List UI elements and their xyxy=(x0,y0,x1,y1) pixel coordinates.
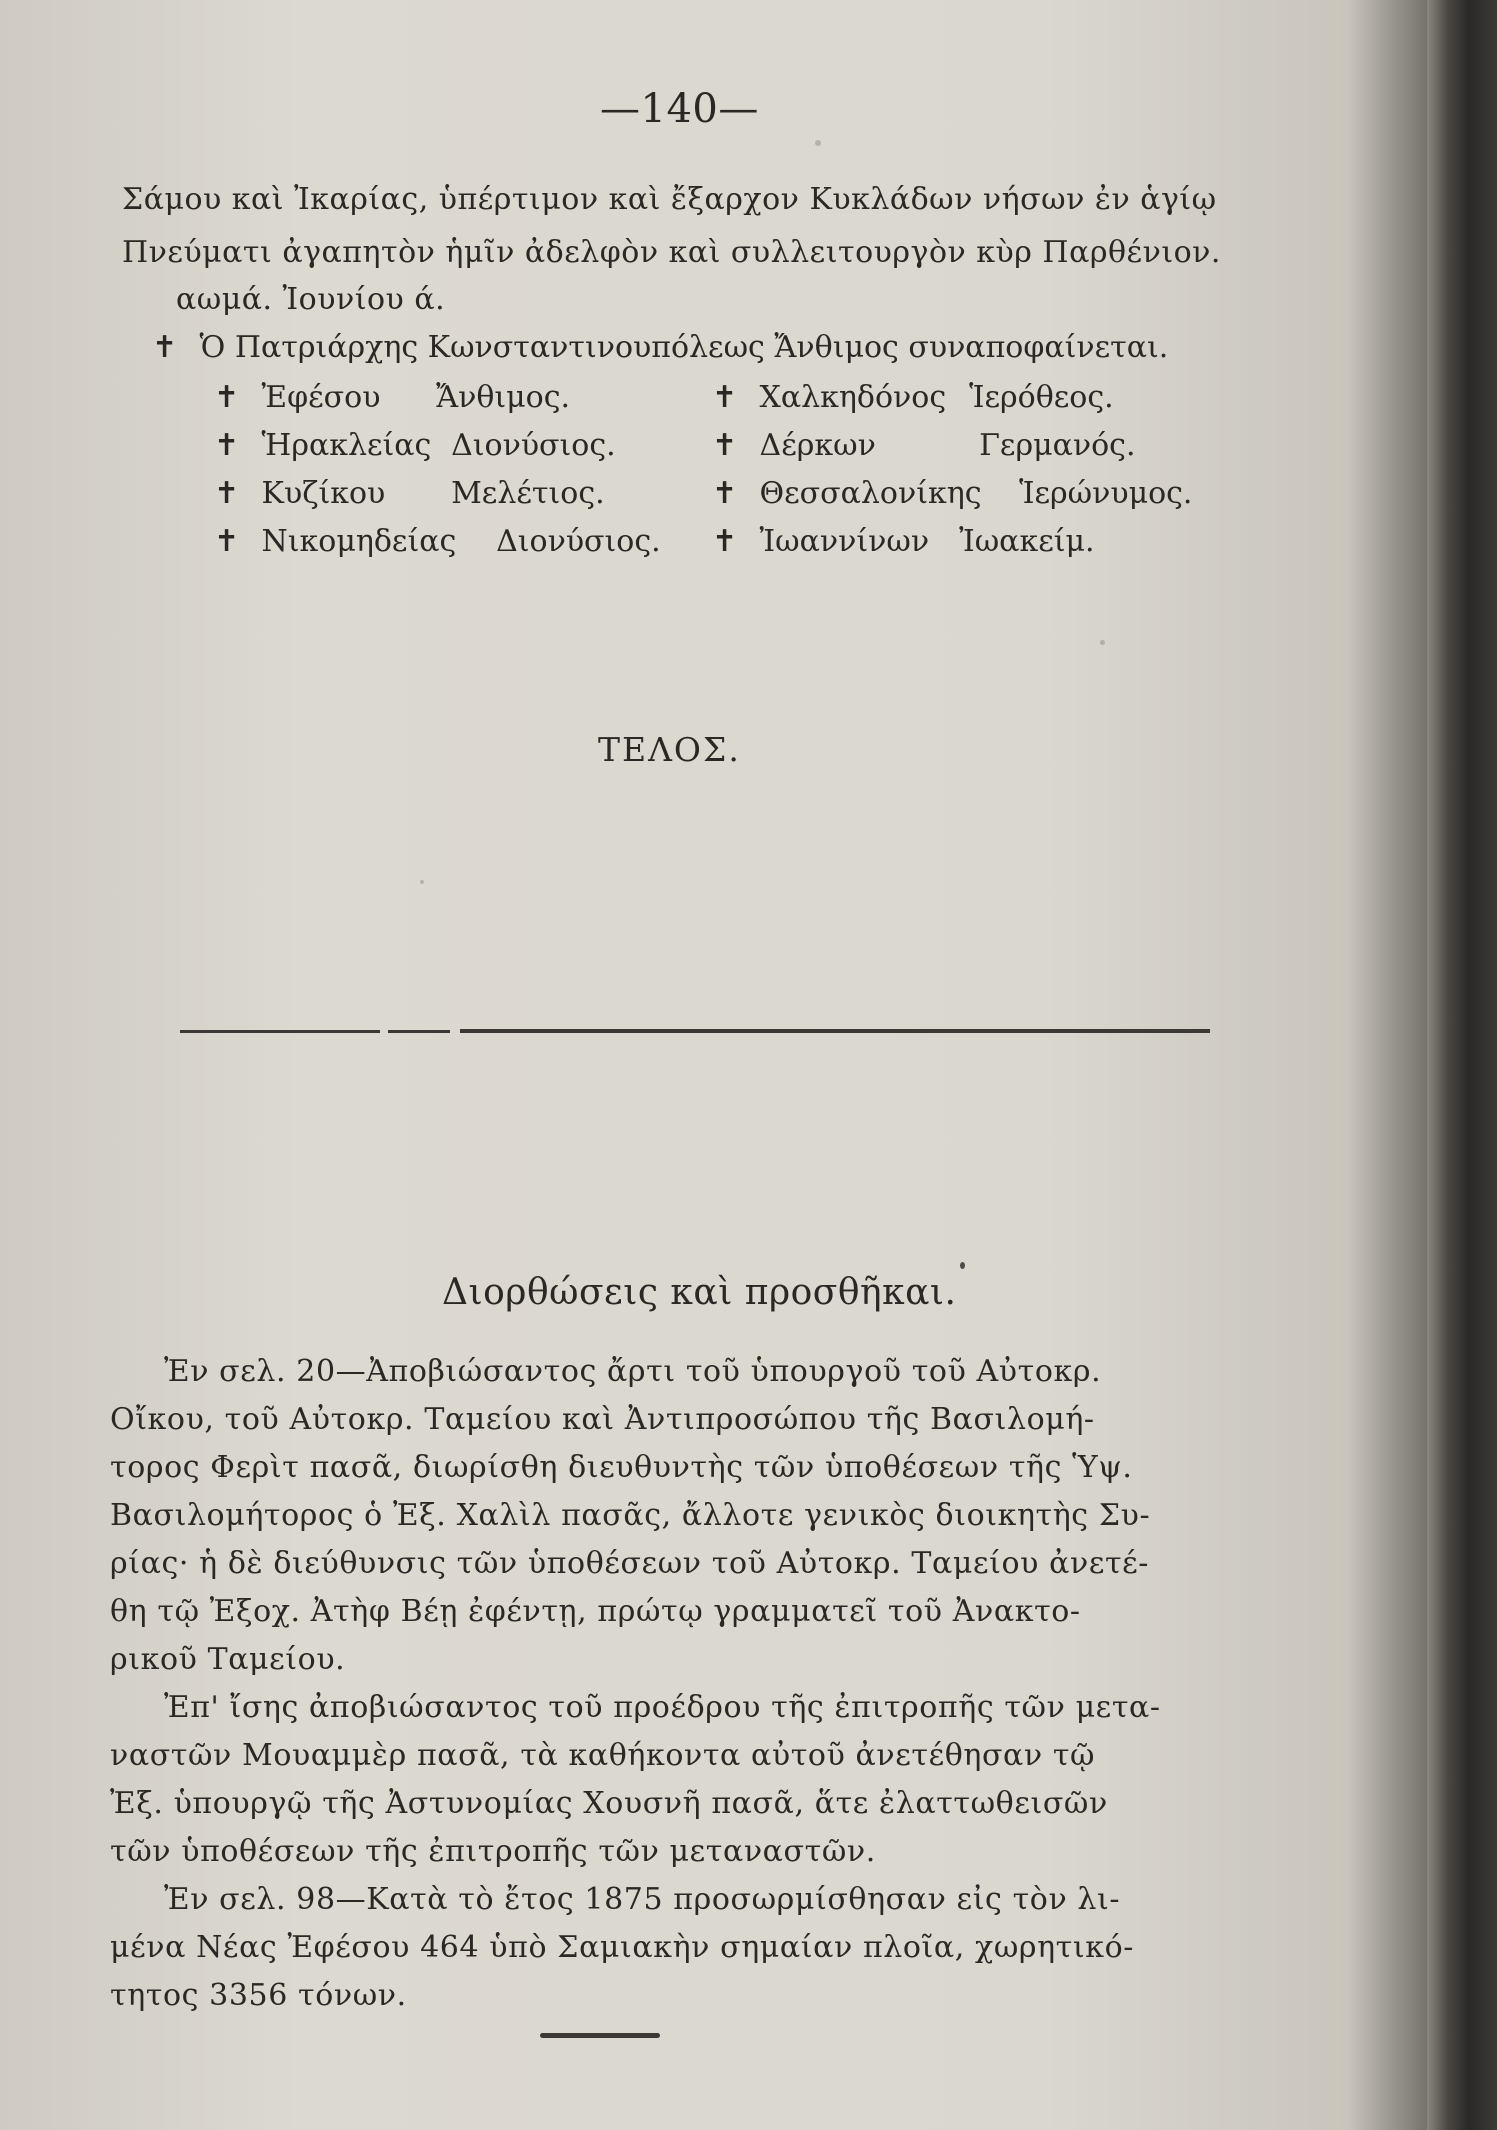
corrections-line: Ἐπ' ἴσης ἀποβιώσαντος τοῦ προέδρου τῆς ἐπιτροπῆς τῶν μετα- xyxy=(164,1690,1161,1725)
divider-rule xyxy=(180,1030,380,1033)
signatory-see: Χαλκηδόνος xyxy=(759,380,947,415)
page-number: —140— xyxy=(600,86,759,132)
paper-speck xyxy=(960,1262,965,1269)
intro-line-3: αωμά. Ἰουνίου ά. xyxy=(176,282,446,317)
cross-icon: ✝ xyxy=(214,476,240,511)
signatory-name: Γερμανός. xyxy=(979,428,1136,463)
signatory-see: Ἡρακλείας xyxy=(261,428,432,463)
cross-icon: ✝ xyxy=(712,476,738,511)
patriarch-signature xyxy=(152,330,1168,365)
corrections-line: Ἐν σελ. 20—Ἀποβιώσαντος ἄρτι τοῦ ὑπουργοῦ τοῦ Αὐτοκρ. xyxy=(164,1354,1102,1389)
signatory xyxy=(214,476,605,511)
signatory xyxy=(214,428,616,463)
cross-icon: ✝ xyxy=(214,428,240,463)
corrections-line: τορος Φερὶτ πασᾶ, διωρίσθη διευθυντὴς τῶν ὑποθέσεων τῆς Ὑψ. xyxy=(110,1450,1133,1485)
signatory-name: Ἱερώνυμος. xyxy=(1019,476,1193,511)
signatory-see: Θεσσαλονίκης xyxy=(759,476,982,511)
signatory-name: Ἱερόθεος. xyxy=(969,380,1114,415)
corrections-line: θη τῷ Ἐξοχ. Ἀτὴφ Βέῃ ἐφέντῃ, πρώτῳ γραμματεῖ τοῦ Ἀνακτο- xyxy=(110,1594,1081,1629)
intro-line-1: Σάμου καὶ Ἰκαρίας, ὑπέρτιμον καὶ ἔξαρχον Κυκλάδων νήσων ἐν ἁγίῳ xyxy=(122,182,1217,217)
paper-speck xyxy=(1100,640,1105,645)
signatory xyxy=(214,380,570,415)
end-ornament xyxy=(540,2033,660,2038)
corrections-line: Ἐν σελ. 98—Κατὰ τὸ ἔτος 1875 προσωρμίσθησαν εἰς τὸν λι- xyxy=(164,1882,1121,1917)
signatory xyxy=(712,476,1192,511)
divider-rule xyxy=(460,1029,1210,1033)
page-edge-shadow xyxy=(1427,0,1497,2130)
intro-line-2: Πνεύματι ἀγαπητὸν ἡμῖν ἀδελφὸν καὶ συλλειτουργὸν κὺρ Παρθένιον. xyxy=(122,235,1221,270)
cross-icon: ✝ xyxy=(214,380,240,415)
corrections-line: μένα Νέας Ἐφέσου 464 ὑπὸ Σαμιακὴν σημαίαν πλοῖα, χωρητικό- xyxy=(110,1930,1134,1965)
signatory-name: Ἰωακείμ. xyxy=(959,524,1095,559)
corrections-line: Βασιλομήτορος ὁ Ἐξ. Χαλὶλ πασᾶς, ἄλλοτε γενικὸς διοικητὴς Συ- xyxy=(110,1498,1151,1533)
signatory xyxy=(712,524,1095,559)
signatory-see: Δέρκων xyxy=(759,428,876,463)
signatory-see: Νικομηδείας xyxy=(261,524,457,559)
corrections-line: ρικοῦ Ταμείου. xyxy=(110,1642,346,1677)
signatory-name: Διονύσιος. xyxy=(451,428,616,463)
corrections-line: Οἴκου, τοῦ Αὐτοκρ. Ταμείου καὶ Ἀντιπροσώπου τῆς Βασιλομή- xyxy=(110,1402,1095,1437)
paper-speck xyxy=(420,880,424,884)
signatory-name: Διονύσιος. xyxy=(496,524,661,559)
corrections-line: ναστῶν Μουαμμὲρ πασᾶ, τὰ καθήκοντα αὐτοῦ ἀνετέθησαν τῷ xyxy=(110,1738,1096,1773)
corrections-line: τῶν ὑποθέσεων τῆς ἐπιτροπῆς τῶν μεταναστῶν. xyxy=(110,1834,876,1869)
cross-icon: ✝ xyxy=(214,524,240,559)
corrections-line: Ἐξ. ὑπουργῷ τῆς Ἀστυνομίας Χουσνῆ πασᾶ, ἅτε ἐλαττωθεισῶν xyxy=(110,1786,1108,1821)
cross-icon: ✝ xyxy=(712,524,738,559)
cross-icon: ✝ xyxy=(712,428,738,463)
signatory xyxy=(712,428,1135,463)
signatory xyxy=(712,380,1114,415)
corrections-heading: Διορθώσεις καὶ προσθῆκαι. xyxy=(442,1272,957,1313)
corrections-line: ρίας· ἡ δὲ διεύθυνσις τῶν ὑποθέσεων τοῦ Αὐτοκρ. Ταμείου ἀνετέ- xyxy=(110,1546,1150,1581)
signatory-see: Ἐφέσου xyxy=(261,380,381,415)
cross-icon: ✝ xyxy=(712,380,738,415)
cross-icon: ✝ xyxy=(152,330,178,365)
paper-speck xyxy=(815,140,821,146)
signatory xyxy=(214,524,661,559)
signatory-see: Ἰωαννίνων xyxy=(759,524,930,559)
end-title: ΤΕΛΟΣ. xyxy=(598,730,741,769)
signatory-name: Μελέτιος. xyxy=(451,476,605,511)
corrections-line: τητος 3356 τόνων. xyxy=(110,1978,407,2013)
signatory-name: Ἄνθιμος. xyxy=(436,380,571,415)
divider-rule xyxy=(388,1030,450,1033)
patriarch-text: Ὁ Πατριάρχης Κωνσταντινουπόλεως Ἄνθιμος συναποφαίνεται. xyxy=(199,330,1169,365)
signatory-see: Κυζίκου xyxy=(261,476,386,511)
